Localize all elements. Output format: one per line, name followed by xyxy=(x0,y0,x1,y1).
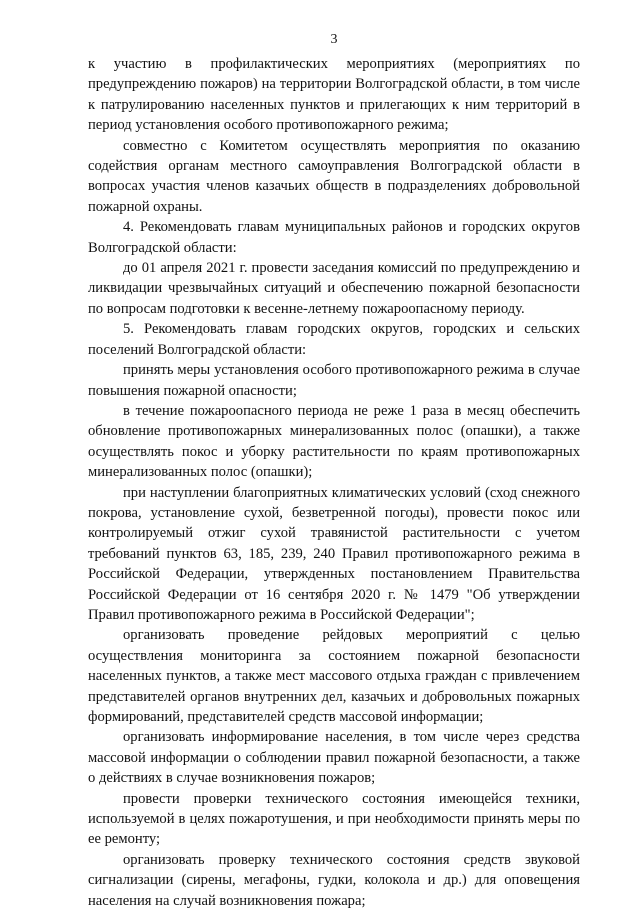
paragraph-12: организовать проверку технического состояния средств звуковой сигнализации (сирены, мегафоны, гудки, колокола и др.) для оповещения населения на случай возникновения пожара; xyxy=(88,851,580,909)
paragraph-2: совместно с Комитетом осуществлять мероприятия по оказанию содействия органам местного самоуправления Волгоградской области в вопросах участия членов казачьих обществ в подразделениях добровольной пожарной охраны. xyxy=(88,137,580,215)
paragraph-7: в течение пожароопасного периода не реже 1 раза в месяц обеспечить обновление противопожарных минерализованных полос (опашки), а также осуществлять покос и уборку растительности по краям противопожарных минерализованных полос (опашки); xyxy=(88,402,580,481)
paragraph-11: провести проверки технического состояния имеющейся техники, используемой в целях пожаротушения, и при необходимости принять меры по ее ремонту; xyxy=(88,790,580,848)
page-number: 3 xyxy=(330,32,338,47)
paragraph-10: организовать информирование населения, в том числе через средства массовой информации о соблюдении правил пожарной безопасности, а также о действиях в случае возникновения пожаров; xyxy=(88,729,580,787)
paragraph-4: до 01 апреля 2021 г. провести заседания комиссий по предупреждению и ликвидации чрезвычайных ситуаций и обеспечению пожарной безопасности по вопросам подготовки к весенне-летнему пожароопасному периоду. xyxy=(88,260,580,317)
paragraph-9: организовать проведение рейдовых мероприятий с целью осуществления мониторинга за состоянием пожарной безопасности населенных пунктов, а также мест массового отдыха граждан с привлечением представителей органов внутренних дел, казачьих и добровольных пожарных формирований, представителей средств массовой информации; xyxy=(88,627,580,725)
paragraph-6: принять меры установления особого противопожарного режима в случае повышения пожарной опасности; xyxy=(88,362,580,399)
paragraph-8: при наступлении благоприятных климатических условий (сход снежного покрова, установление сухой, безветренной погоды), провести покос или контролируемый отжиг сухой травянистой растительности с учетом требований пунктов 63, 185, 239, 240 Правил противопожарного режима в Российской Федерации, утвержденных постановлением Правительства Российской Федерации от 16 сентября 2020 г. № 1479 "Об утверждении Правил противопожарного режима в Российской Федерации"; xyxy=(88,484,580,623)
paragraph-3: 4. Рекомендовать главам муниципальных районов и городских округов Волгоградской области: xyxy=(88,219,580,256)
paragraph-5: 5. Рекомендовать главам городских округов, городских и сельских поселений Волгоградской области: xyxy=(88,321,580,358)
paragraph-1: к участию в профилактических мероприятиях (мероприятиях по предупреждению пожаров) на территории Волгоградской области, в том числе к патрулированию населенных пунктов и прилегающих к ним территорий в период установления особого противопожарного режима; xyxy=(88,56,580,134)
